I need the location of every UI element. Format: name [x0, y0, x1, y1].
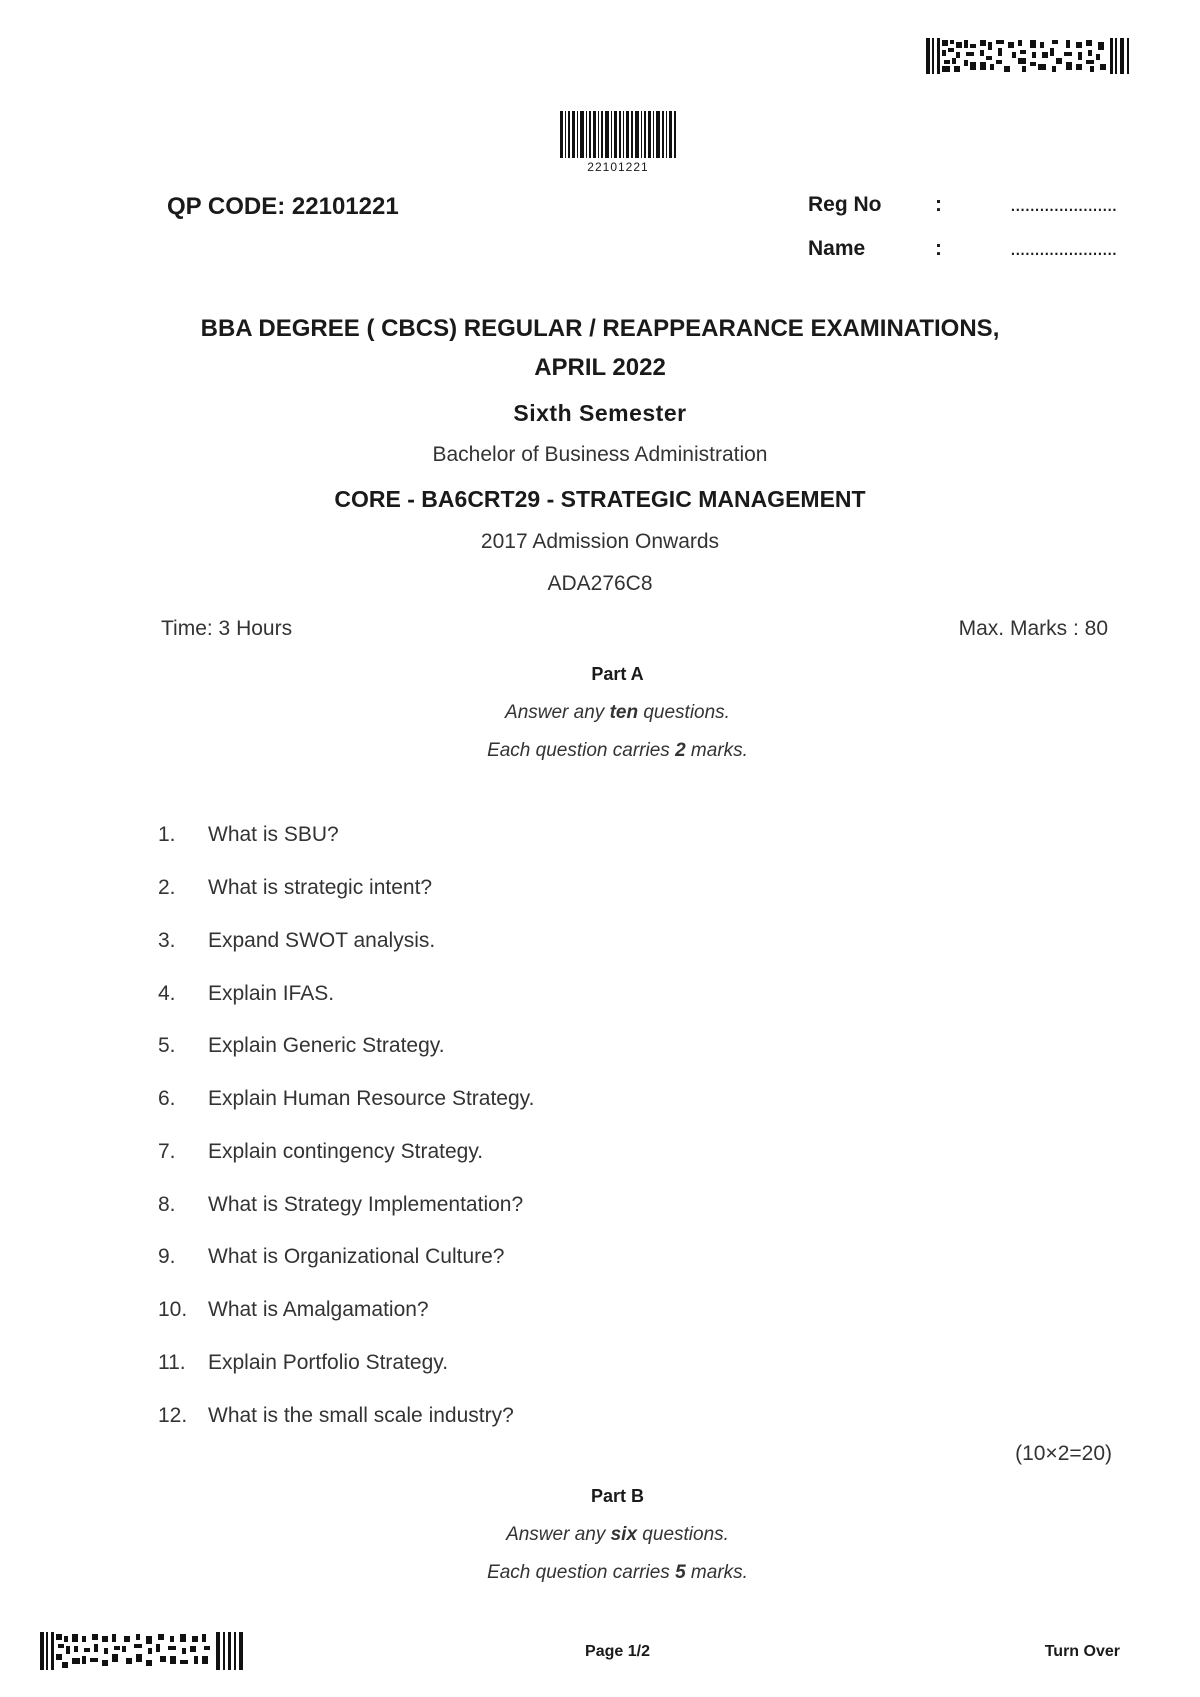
part-a-instruction-2: Each question carries 2 marks.: [487, 740, 748, 761]
question-text: What is the small scale industry?: [208, 1404, 514, 1427]
part-b-instruction-2: Each question carries 5 marks.: [487, 1562, 748, 1583]
semester: Sixth Semester: [513, 400, 687, 426]
exam-title-line1: BBA DEGREE ( CBCS) REGULAR / REAPPEARANCE EXAMINATIONS,: [200, 315, 1000, 342]
qp-code: QP CODE: 22101221: [167, 193, 399, 220]
question-text: Explain Portfolio Strategy.: [208, 1351, 449, 1374]
question-text: What is SBU?: [208, 823, 339, 846]
part-a-instruction-1: Answer any ten questions.: [505, 702, 730, 723]
name-blank: ......................: [1010, 237, 1117, 260]
exam-time: Time: 3 Hours: [161, 617, 293, 640]
part-a-marks: (10×2=20): [1015, 1442, 1112, 1465]
part-b-heading: Part B: [590, 1486, 644, 1506]
question-text: Explain IFAS.: [208, 982, 335, 1005]
question-text: Explain contingency Strategy.: [208, 1140, 484, 1163]
question-text: Explain Human Resource Strategy.: [208, 1087, 535, 1110]
reg-no-label: Reg No: [808, 193, 882, 216]
course-title: CORE - BA6CRT29 - STRATEGIC MANAGEMENT: [334, 486, 866, 512]
reg-no-colon: :: [935, 193, 942, 216]
question-number: 6.: [158, 1087, 176, 1110]
question-number: 10.: [158, 1298, 188, 1321]
name-colon: :: [935, 237, 942, 260]
programme: Bachelor of Business Administration: [432, 443, 768, 466]
question-text: What is Organizational Culture?: [208, 1245, 505, 1268]
question-number: 7.: [158, 1140, 176, 1163]
question-number: 5.: [158, 1034, 176, 1057]
question-text: What is Amalgamation?: [208, 1298, 429, 1321]
reg-no-blank: ......................: [1010, 193, 1117, 216]
question-number: 4.: [158, 982, 176, 1005]
question-number: 1.: [158, 823, 176, 846]
question-number: 9.: [158, 1245, 176, 1268]
question-number: 3.: [158, 929, 176, 952]
barcode-number: 22101221: [587, 160, 649, 174]
question-number: 12.: [158, 1404, 188, 1427]
name-label: Name: [808, 237, 866, 260]
admission-info: 2017 Admission Onwards: [480, 530, 720, 553]
question-number: 2.: [158, 876, 176, 899]
paper-code: ADA276C8: [547, 572, 653, 595]
barcode-center-icon: [560, 111, 676, 158]
exam-title-line2: APRIL 2022: [534, 354, 666, 381]
question-text: What is Strategy Implementation?: [208, 1193, 524, 1216]
part-b-instruction-1: Answer any six questions.: [506, 1524, 729, 1545]
question-text: Explain Generic Strategy.: [208, 1034, 445, 1057]
question-number: 8.: [158, 1193, 176, 1216]
part-a-heading: Part A: [591, 664, 644, 684]
turn-over: Turn Over: [1044, 1643, 1120, 1660]
page-number: Page 1/2: [585, 1643, 650, 1660]
question-text: What is strategic intent?: [208, 876, 433, 899]
question-number: 11.: [158, 1351, 186, 1374]
question-text: Expand SWOT analysis.: [208, 929, 436, 952]
max-marks: Max. Marks : 80: [958, 617, 1108, 640]
barcode-top-icon: [926, 38, 1131, 74]
